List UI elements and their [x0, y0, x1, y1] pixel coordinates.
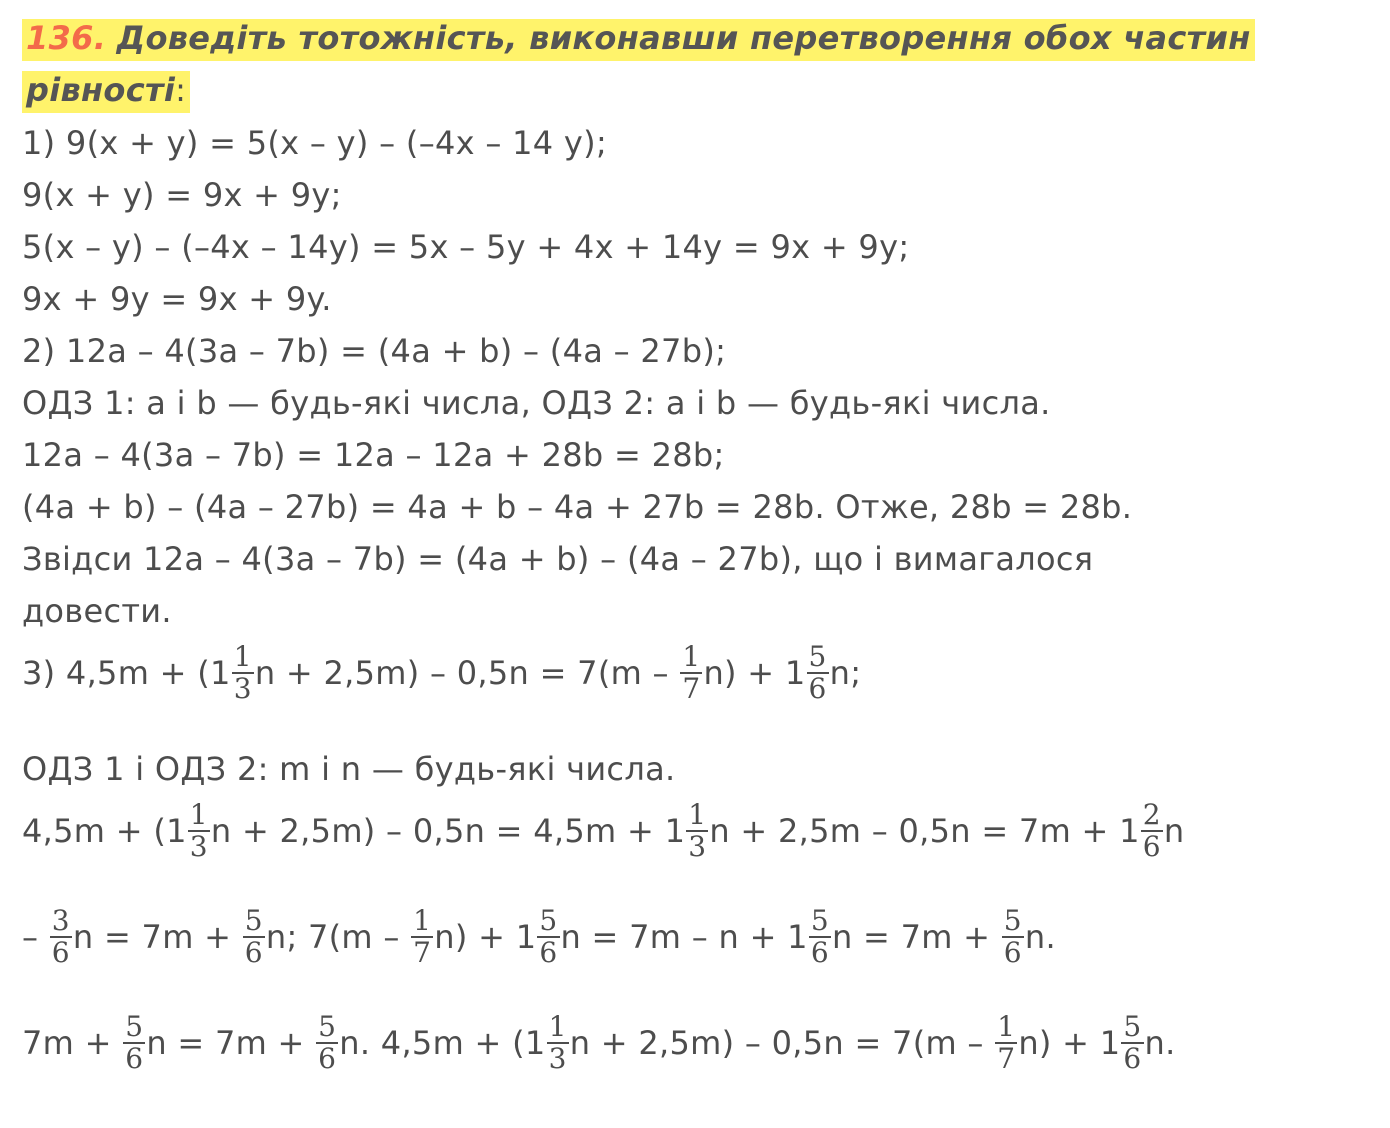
text-segment: n.: [1144, 1024, 1176, 1062]
numerator: 5: [1003, 904, 1022, 937]
fraction: [188, 800, 210, 862]
denominator: 6: [1123, 1042, 1142, 1075]
fraction: [547, 1012, 569, 1074]
numerator: 1: [548, 1010, 567, 1043]
fraction: [1002, 906, 1024, 968]
solution-line: 9x + 9y = 9x + 9y.: [22, 280, 332, 318]
numerator: 5: [539, 904, 558, 937]
exercise-title-line-2: [22, 70, 190, 110]
text-segment: n + 2,5m – 0,5n = 7m + 1: [709, 812, 1140, 850]
numerator: 1: [189, 798, 208, 831]
title-colon: :: [175, 71, 187, 109]
denominator: 6: [244, 936, 263, 969]
solution-line-fractions: [22, 640, 862, 706]
numerator: 1: [233, 640, 252, 673]
denominator: 3: [233, 672, 252, 705]
fraction: [316, 1012, 338, 1074]
denominator: 6: [125, 1042, 144, 1075]
solution-line: 9(x + y) = 9x + 9y;: [22, 176, 342, 214]
fraction: [809, 906, 831, 968]
denominator: 6: [318, 1042, 337, 1075]
exercise-heading-cont: рівності: [26, 71, 176, 109]
numerator: 5: [125, 1010, 144, 1043]
text-segment: 7m +: [22, 1024, 123, 1062]
text-segment: n + 2,5m) – 0,5n = 7(m –: [569, 1024, 995, 1062]
text-segment: n.: [1024, 918, 1056, 956]
text-segment: 4,5m + (1: [22, 812, 187, 850]
numerator: 1: [413, 904, 432, 937]
fraction: [123, 1012, 145, 1074]
numerator: 3: [51, 904, 70, 937]
text-segment: n) + 1: [1018, 1024, 1121, 1062]
fraction: [995, 1012, 1017, 1074]
denominator: 6: [1142, 830, 1161, 863]
denominator: 7: [413, 936, 432, 969]
solution-line: ОДЗ 1 і ОДЗ 2: m і n — будь-які числа.: [22, 750, 676, 788]
solution-line: 1) 9(x + y) = 5(x – y) – (–4x – 14 y);: [22, 124, 608, 162]
denominator: 6: [810, 936, 829, 969]
numerator: 5: [318, 1010, 337, 1043]
denominator: 7: [997, 1042, 1016, 1075]
text-segment: n = 7m – n + 1: [560, 918, 808, 956]
fraction: [686, 800, 708, 862]
text-segment: n = 7m +: [831, 918, 1001, 956]
solution-line-fractions: [22, 798, 1185, 864]
solution-line-fractions: [22, 904, 1056, 970]
exercise-number: 136.: [26, 19, 107, 57]
solution-line: довести.: [22, 592, 172, 630]
text-segment: n; 7(m –: [265, 918, 411, 956]
denominator: 7: [682, 672, 701, 705]
numerator: 1: [688, 798, 707, 831]
text-segment: n: [1163, 812, 1185, 850]
fraction: [243, 906, 265, 968]
exercise-title-line-1: [22, 18, 1255, 58]
solution-line-fractions: [22, 1010, 1176, 1076]
text-segment: n) + 1: [434, 918, 537, 956]
denominator: 3: [688, 830, 707, 863]
text-segment: –: [22, 918, 49, 956]
numerator: 5: [810, 904, 829, 937]
text-segment: n + 2,5m) – 0,5n = 7(m –: [254, 654, 680, 692]
text-segment: n = 7m +: [146, 1024, 316, 1062]
fraction: [1141, 800, 1163, 862]
denominator: 3: [548, 1042, 567, 1075]
numerator: 1: [997, 1010, 1016, 1043]
numerator: 1: [682, 640, 701, 673]
exercise-heading: Доведіть тотожність, виконавши перетворення обох частин: [116, 19, 1251, 57]
text-segment: n + 2,5m) – 0,5n = 4,5m + 1: [210, 812, 686, 850]
fraction: [411, 906, 433, 968]
solution-line: (4a + b) – (4a – 27b) = 4a + b – 4a + 27b = 28b. Отже, 28b = 28b.: [22, 488, 1133, 526]
numerator: 5: [244, 904, 263, 937]
text-segment: n;: [829, 654, 862, 692]
text-segment: 3) 4,5m + (1: [22, 654, 231, 692]
denominator: 6: [539, 936, 558, 969]
numerator: 2: [1142, 798, 1161, 831]
fraction: [232, 642, 254, 704]
denominator: 6: [808, 672, 827, 705]
numerator: 5: [808, 640, 827, 673]
text-segment: n. 4,5m + (1: [339, 1024, 546, 1062]
denominator: 6: [1003, 936, 1022, 969]
solution-line: 2) 12a – 4(3a – 7b) = (4a + b) – (4a – 27b);: [22, 332, 727, 370]
text-segment: n = 7m +: [72, 918, 242, 956]
fraction: [1121, 1012, 1143, 1074]
denominator: 6: [51, 936, 70, 969]
fraction: [537, 906, 559, 968]
solution-line: 5(x – y) – (–4x – 14y) = 5x – 5y + 4x + 14y = 9x + 9y;: [22, 228, 910, 266]
solution-line: ОДЗ 1: a і b — будь-які числа, ОДЗ 2: a і b — будь-які числа.: [22, 384, 1051, 422]
denominator: 3: [189, 830, 208, 863]
fraction: [807, 642, 829, 704]
fraction: [50, 906, 72, 968]
text-segment: n) + 1: [703, 654, 806, 692]
solution-line: 12a – 4(3a – 7b) = 12a – 12a + 28b = 28b;: [22, 436, 725, 474]
solution-line: Звідси 12a – 4(3a – 7b) = (4a + b) – (4a – 27b), що і вимагалося: [22, 540, 1094, 578]
numerator: 5: [1123, 1010, 1142, 1043]
fraction: [680, 642, 702, 704]
